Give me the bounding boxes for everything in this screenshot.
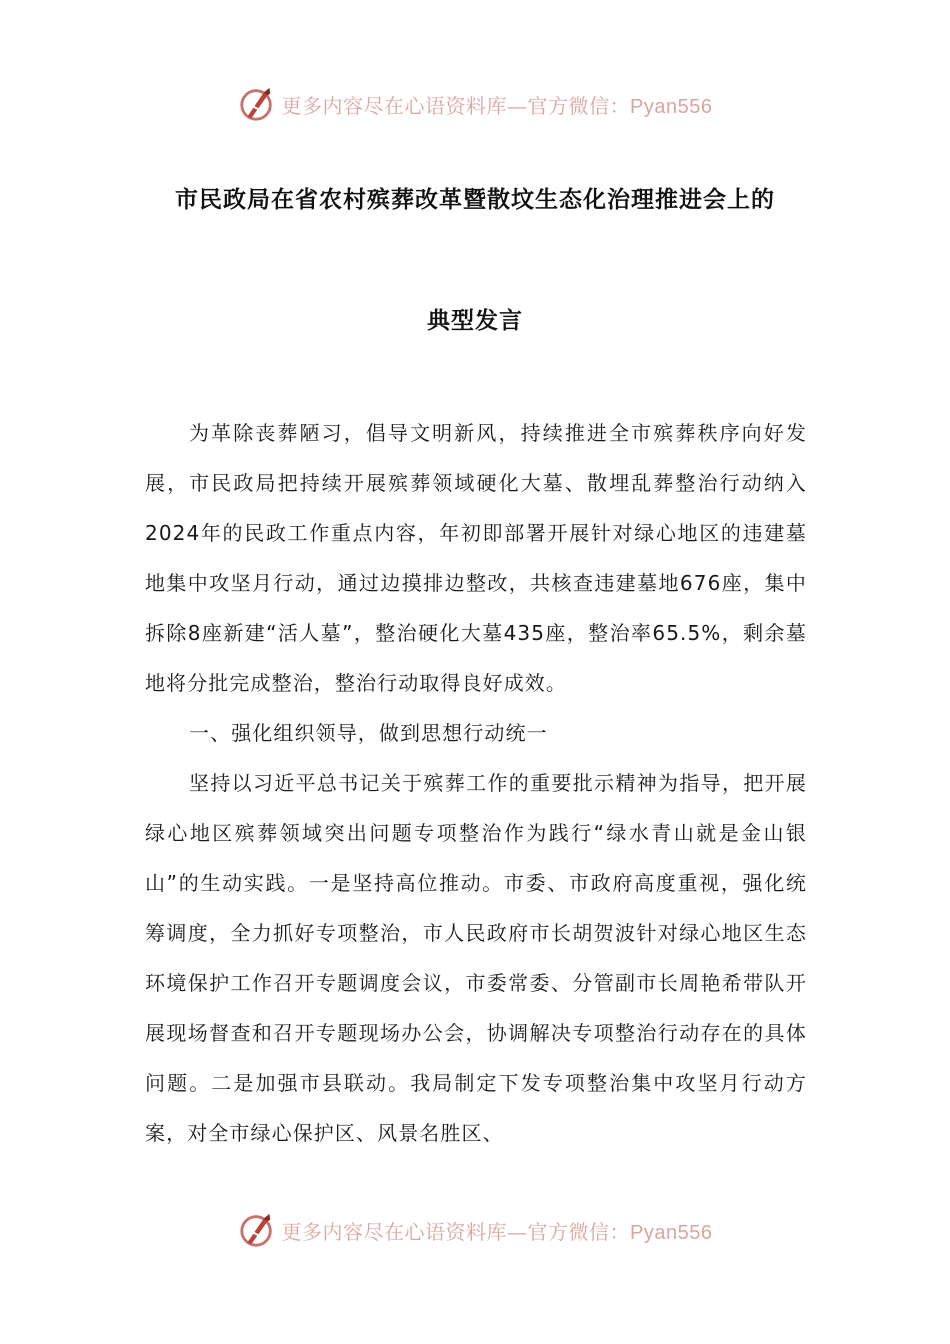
watermark-wechat-id: Pyan556 — [630, 95, 713, 118]
section-heading-1: 一、强化组织领导，做到思想行动统一 — [189, 721, 548, 745]
watermark-wechat-id: Pyan556 — [630, 1221, 713, 1244]
watermark-header — [0, 82, 950, 126]
watermark-label: 更多内容尽在心语资料库—官方微信： — [281, 1219, 631, 1244]
pen-nib-circle-icon — [238, 85, 276, 123]
watermark-label: 更多内容尽在心语资料库—官方微信： — [281, 93, 631, 118]
pen-nib-circle-icon — [238, 1211, 276, 1249]
paragraph-intro: 为革除丧葬陋习，倡导文明新风，持续推进全市殡葬秩序向好发展，市民政局把持续开展殡葬领域硬化大墓、散埋乱葬整治行动纳入2024年的民政工作重点内容，年初即部署开展针对绿心地区的违建墓地集中攻坚月行动，通过边摸排边整改，共核查违建墓地676座，集中拆除8座新建“活人墓”，整治硬化大墓435座，整治率65.5%，剩余墓地将分批完成整治，整治行动取得良好成效。 — [145, 421, 807, 695]
document-body — [145, 408, 807, 1158]
document-title-line-2: 典型发言 — [427, 308, 523, 334]
watermark-footer — [0, 1208, 950, 1252]
watermark-text — [282, 90, 713, 119]
paragraph-section-1: 坚持以习近平总书记关于殡葬工作的重要批示精神为指导，把开展绿心地区殡葬领域突出问题专项整治作为践行“绿水青山就是金山银山”的生动实践。一是坚持高位推动。市委、市政府高度重视，强化统筹调度，全力抓好专项整治，市人民政府市长胡贺波针对绿心地区生态环境保护工作召开专题调度会议，市委常委、分管副市长周艳希带队开展现场督查和召开专题现场办公会，协调解决专项整治行动存在的具体问题。二是加强市县联动。我局制定下发专项整治集中攻坚月行动方案，对全市绿心保护区、风景名胜区、 — [145, 771, 807, 1145]
watermark-text — [282, 1216, 713, 1245]
document-title-line-1: 市民政局在省农村殡葬改革暨散坟生态化治理推进会上的 — [175, 187, 775, 213]
